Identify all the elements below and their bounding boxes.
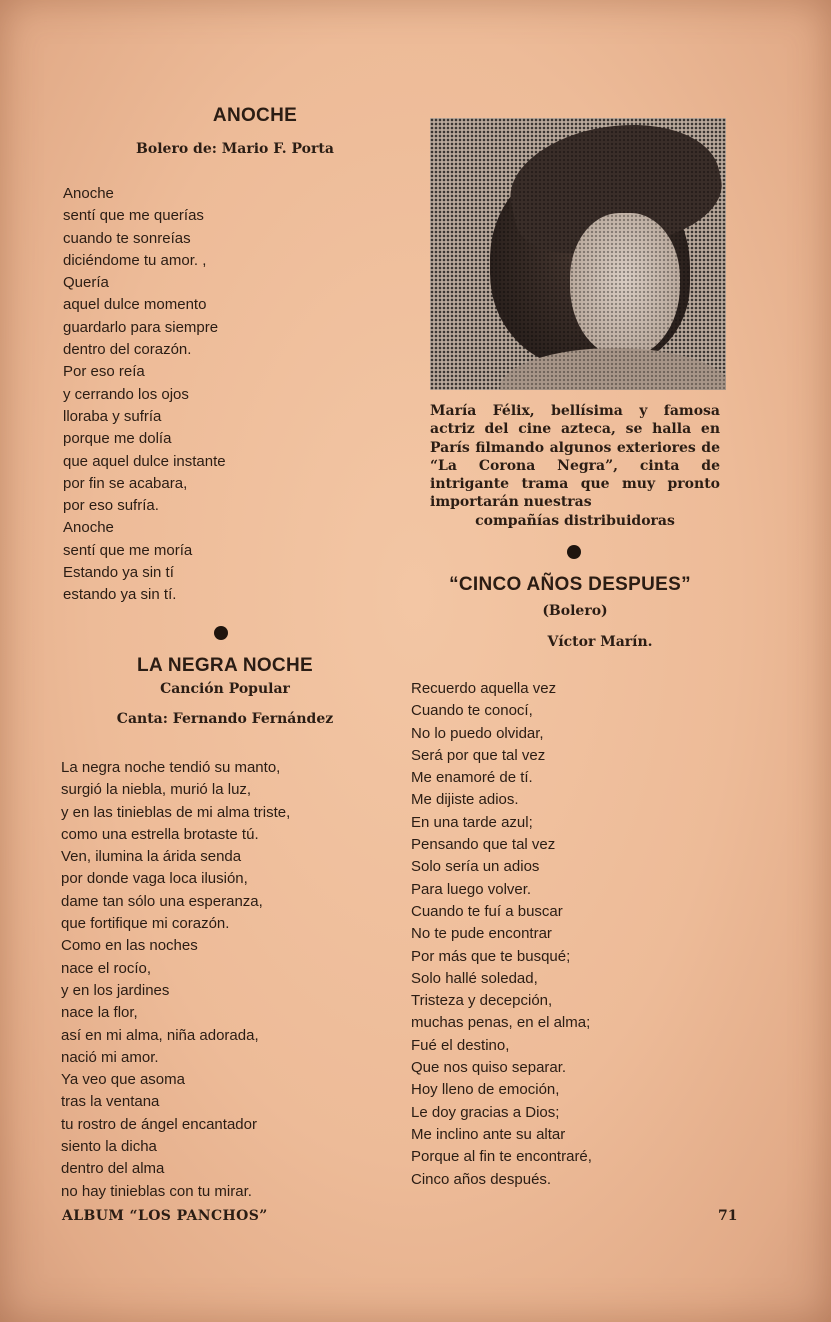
- song-author-cinco-anos: Víctor Marín.: [547, 634, 653, 650]
- lyric-line: surgió la niebla, murió la luz,: [61, 781, 252, 799]
- lyric-line: no hay tinieblas con tu mirar.: [61, 1182, 252, 1200]
- lyric-line: La negra noche tendió su manto,: [61, 759, 281, 776]
- lyric-line: Hoy lleno de emoción,: [411, 1081, 560, 1099]
- lyric-line: Por más que te busqué;: [411, 947, 571, 965]
- song-subtitle-cinco-anos: (Bolero): [542, 603, 608, 619]
- lyric-line: sentí que me querías: [63, 207, 204, 225]
- lyric-line: diciéndome tu amor. ,: [63, 251, 207, 269]
- lyric-line: y cerrando los ojos: [63, 385, 189, 403]
- album-footer: ALBUM “LOS PANCHOS”: [62, 1208, 268, 1224]
- lyric-line: Cinco años después.: [411, 1170, 552, 1188]
- lyric-line: Anoche: [63, 185, 114, 202]
- photo-caption: [430, 402, 720, 530]
- lyric-line: Por eso reía: [63, 363, 145, 381]
- lyric-line: dentro del corazón.: [63, 341, 192, 359]
- lyric-line: muchas penas, en el alma;: [411, 1014, 591, 1032]
- lyric-line: Solo hallé soledad,: [411, 969, 538, 987]
- lyric-line: nace la flor,: [61, 1004, 138, 1022]
- lyric-line: No te pude encontrar: [411, 925, 552, 943]
- photo-caption-text: María Félix, bellísima y famosa actriz del cine azteca, se halla en París filmando algunos exteriores de “La Corona Negra”, cinta de intrigante trama que muy pronto importarán nuestras: [430, 403, 720, 511]
- lyric-line: nace el rocío,: [61, 959, 152, 977]
- lyric-line: Me enamoré de tí.: [411, 769, 533, 787]
- lyric-line: que fortifique mi corazón.: [61, 915, 230, 933]
- lyric-line: tras la ventana: [61, 1093, 160, 1111]
- lyric-line: siento la dicha: [61, 1138, 157, 1156]
- lyric-line: Como en las noches: [61, 937, 198, 955]
- lyric-line: guardarlo para siempre: [63, 318, 219, 336]
- song-title-negra-noche: LA NEGRA NOCHE: [137, 655, 313, 676]
- lyric-line: Para luego volver.: [411, 880, 532, 898]
- photo-caption-last-line: compañías distribuidoras: [475, 512, 675, 529]
- lyric-line: En una tarde azul;: [411, 813, 533, 831]
- lyric-line: No lo puedo olvidar,: [411, 724, 544, 742]
- lyric-line: Cuando te fuí a buscar: [411, 902, 563, 920]
- lyric-line: Pensando que tal vez: [411, 836, 556, 854]
- lyrics-cinco-anos: [411, 678, 592, 1191]
- song-singer-negra-noche: Canta: Fernando Fernández: [116, 711, 334, 727]
- lyric-line: nació mi amor.: [61, 1048, 159, 1066]
- lyric-line: aquel dulce momento: [63, 296, 207, 314]
- lyric-line: dentro del alma: [61, 1160, 165, 1178]
- lyric-line: Quería: [63, 274, 109, 292]
- lyric-line: Me dijiste adios.: [411, 791, 519, 809]
- actress-photo: [430, 118, 726, 390]
- lyric-line: sentí que me moría: [63, 541, 193, 559]
- lyric-line: por eso sufría.: [63, 497, 159, 515]
- lyric-line: así en mi alma, niña adorada,: [61, 1026, 259, 1044]
- lyric-line: dame tan sólo una esperanza,: [61, 892, 263, 910]
- lyric-line: Fué el destino,: [411, 1036, 510, 1054]
- lyric-line: Cuando te conocí,: [411, 702, 533, 720]
- lyric-line: estando ya sin tí.: [63, 586, 177, 604]
- lyric-line: Ya veo que asoma: [61, 1071, 185, 1089]
- lyric-line: que aquel dulce instante: [63, 452, 226, 470]
- lyric-line: Que nos quiso separar.: [411, 1059, 567, 1077]
- lyric-line: Ven, ilumina la árida senda: [61, 848, 242, 866]
- song-subtitle-negra-noche: Canción Popular: [160, 681, 290, 697]
- lyric-line: Recuerdo aquella vez: [411, 680, 557, 697]
- lyric-line: Porque al fin te encontraré,: [411, 1148, 592, 1166]
- lyric-line: Anoche: [63, 519, 114, 537]
- lyrics-negra-noche: [61, 757, 290, 1203]
- lyric-line: Me inclino ante su altar: [411, 1125, 566, 1143]
- section-bullet: [214, 626, 228, 640]
- lyric-line: cuando te sonreías: [63, 229, 191, 247]
- lyric-line: como una estrella brotaste tú.: [61, 825, 259, 843]
- lyric-line: por donde vaga loca ilusión,: [61, 870, 248, 888]
- lyric-line: porque me dolía: [63, 430, 172, 448]
- lyrics-anoche: [63, 183, 226, 607]
- song-title-anoche: ANOCHE: [212, 105, 298, 126]
- lyric-line: y en los jardines: [61, 981, 170, 999]
- lyric-line: Tristeza y decepción,: [411, 992, 553, 1010]
- lyric-line: lloraba y sufría: [63, 407, 162, 425]
- lyric-line: tu rostro de ángel encantador: [61, 1115, 257, 1133]
- lyric-line: Solo sería un adios: [411, 858, 540, 876]
- song-subtitle-anoche: Bolero de: Mario F. Porta: [136, 141, 334, 157]
- lyric-line: Le doy gracias a Dios;: [411, 1103, 560, 1121]
- lyric-line: por fin se acabara,: [63, 474, 188, 492]
- lyric-line: Será por que tal vez: [411, 746, 546, 764]
- lyric-line: Estando ya sin tí: [63, 564, 174, 582]
- lyric-line: y en las tinieblas de mi alma triste,: [61, 803, 291, 821]
- page-number: 71: [718, 1208, 738, 1224]
- song-title-cinco-anos: “CINCO AÑOS DESPUES”: [449, 574, 691, 595]
- section-bullet: [567, 545, 581, 559]
